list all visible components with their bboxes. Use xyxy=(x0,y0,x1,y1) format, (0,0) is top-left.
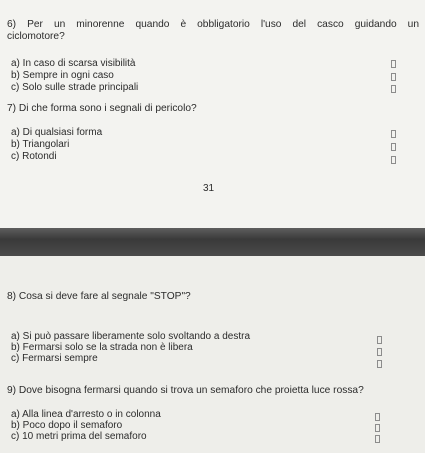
question-6-line2: ciclomotore? xyxy=(7,31,65,42)
q6-option-c: c) Solo sulle strade principali xyxy=(11,82,139,93)
q8-option-b: b) Fermarsi solo se la strada non è libera xyxy=(11,342,193,353)
q7-checkbox-b[interactable] xyxy=(391,143,396,151)
q8-checkbox-a[interactable] xyxy=(377,336,382,344)
q9-checkbox-b[interactable] xyxy=(375,424,380,432)
q7-option-a: a) Di qualsiasi forma xyxy=(11,127,103,138)
question-8: 8) Cosa si deve fare al segnale "STOP"? xyxy=(7,291,191,302)
q8-checkbox-b[interactable] xyxy=(377,348,382,356)
q6-option-b: b) Sempre in ogni caso xyxy=(11,70,114,81)
q8-option-c: c) Fermarsi sempre xyxy=(11,353,98,364)
q8-checkbox-c[interactable] xyxy=(377,360,382,368)
page-number: 31 xyxy=(203,183,215,194)
question-6 xyxy=(7,19,419,43)
q7-option-c: c) Rotondi xyxy=(11,151,57,162)
q6-checkbox-a[interactable] xyxy=(391,60,396,68)
q6-checkbox-c[interactable] xyxy=(391,85,396,93)
q6-option-a: a) In caso di scarsa visibilità xyxy=(11,58,136,69)
q9-checkbox-c[interactable] xyxy=(375,435,380,443)
question-7: 7) Di che forma sono i segnali di pericolo? xyxy=(7,103,197,114)
q8-option-a: a) Si può passare liberamente solo svoltando a destra xyxy=(11,331,251,342)
q9-option-c: c) 10 metri prima del semaforo xyxy=(11,431,147,442)
q9-option-b: b) Poco dopo il semaforo xyxy=(11,420,123,431)
question-9: 9) Dove bisogna fermarsi quando si trova un semaforo che proietta luce rossa? xyxy=(7,385,364,396)
q7-option-b: b) Triangolari xyxy=(11,139,70,150)
page-gap xyxy=(0,228,425,256)
q7-checkbox-c[interactable] xyxy=(391,156,396,164)
q7-checkbox-a[interactable] xyxy=(391,130,396,138)
q9-option-a: a) Alla linea d'arresto o in colonna xyxy=(11,409,161,420)
q9-checkbox-a[interactable] xyxy=(375,413,380,421)
q6-checkbox-b[interactable] xyxy=(391,73,396,81)
bottom-page xyxy=(0,256,425,453)
question-6-line1: 6) Per un minorenne quando è obbligatorio l'uso del casco guidando un xyxy=(7,19,419,30)
